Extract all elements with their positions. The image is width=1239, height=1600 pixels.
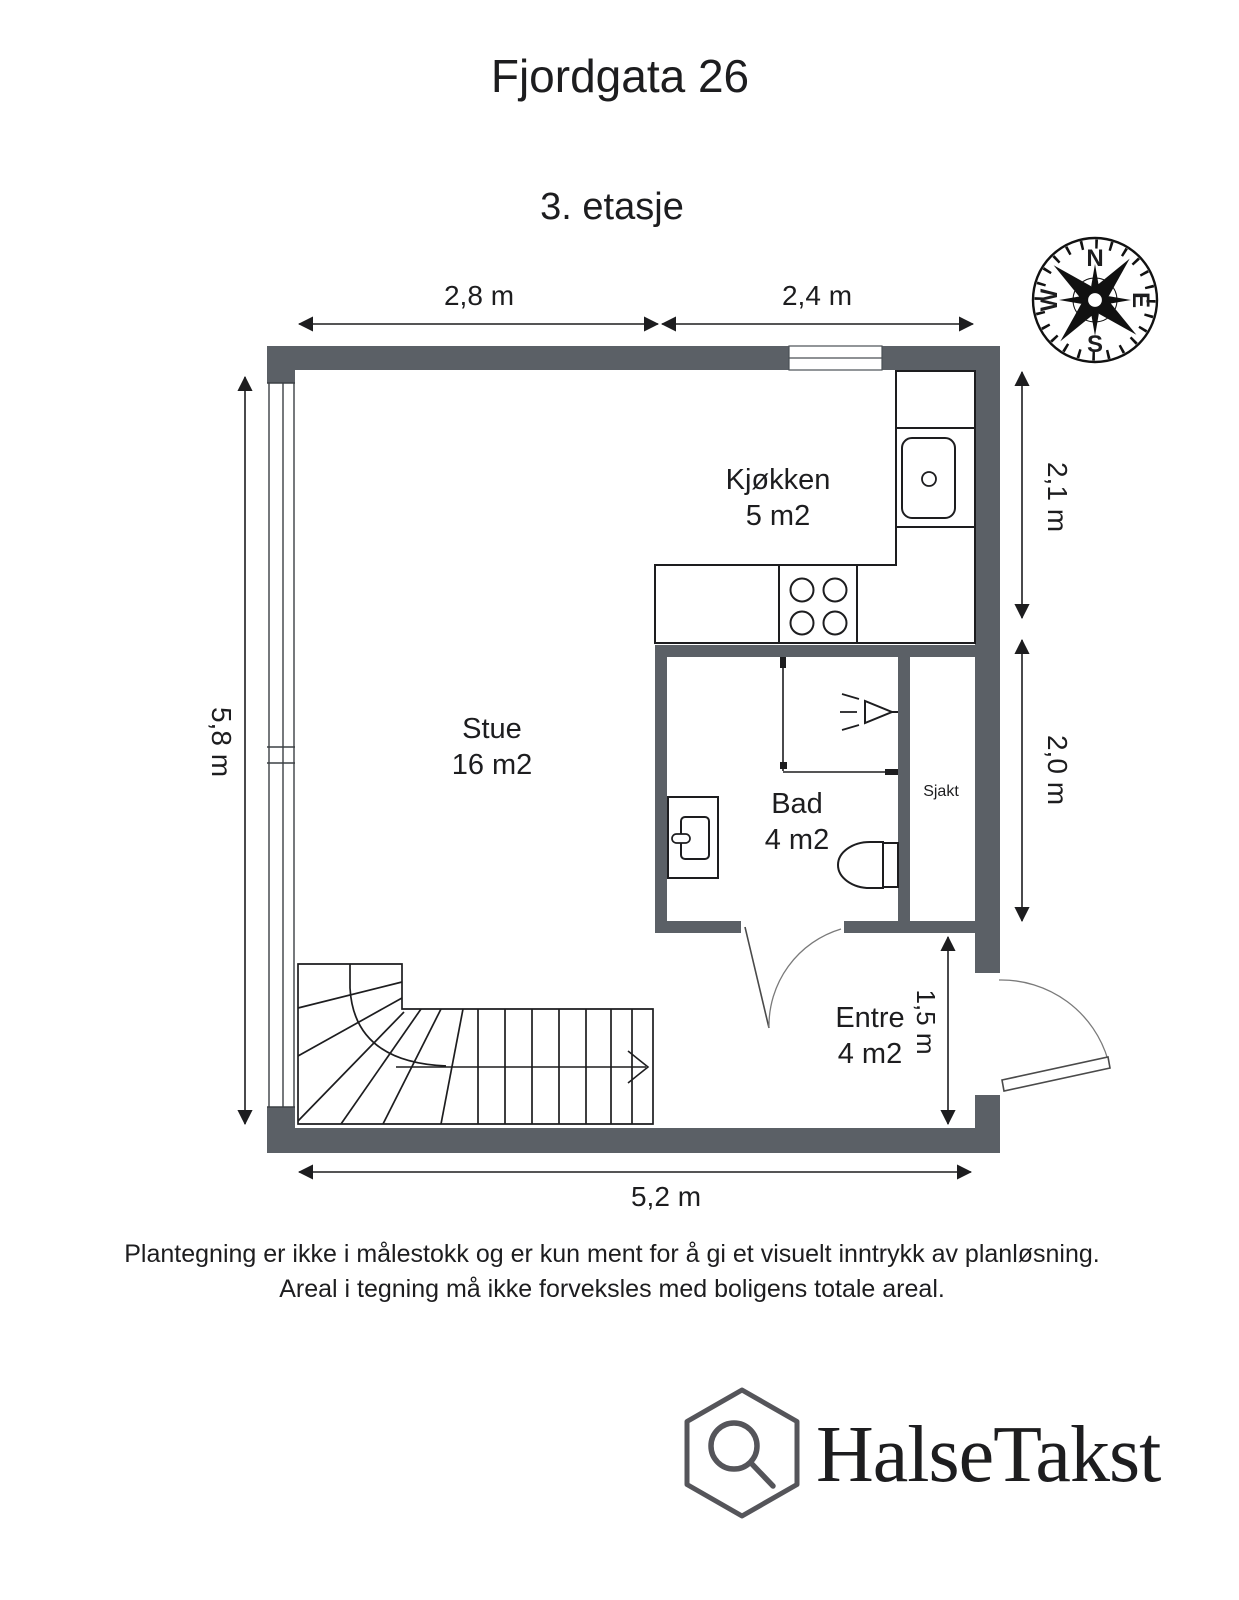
- compass-south-label: S: [1086, 331, 1104, 358]
- dim-entry-label: 1,5 m: [911, 989, 941, 1055]
- kitchen-sink: [902, 438, 955, 518]
- room-entry-area: 4 m2: [837, 1038, 903, 1070]
- toilet: [838, 842, 898, 888]
- wall-top: [267, 346, 1000, 370]
- wall-bath-left: [655, 645, 667, 933]
- compass-north-label: N: [1086, 245, 1104, 272]
- dim-bottom-label: 5,2 m: [630, 1181, 702, 1212]
- compass-rose-icon: [1019, 224, 1171, 376]
- wall-bottom: [267, 1128, 1000, 1153]
- compass-east-label: E: [1127, 291, 1154, 309]
- entry-door: [999, 980, 1110, 1091]
- shower-head-icon: [840, 694, 898, 730]
- bathroom-sink: [668, 797, 718, 878]
- bathroom-door: [745, 927, 841, 1028]
- page-title: Fjordgata 26: [490, 50, 750, 102]
- disclaimer-line1: Plantegning er ikke i målestokk og er kun ment for å gi et visuelt inntrykk av planløsning.: [124, 1240, 1100, 1268]
- wall-right-upper: [975, 346, 1000, 978]
- room-entry-name: Entre: [835, 1002, 905, 1034]
- room-kitchen-area: 5 m2: [745, 500, 811, 532]
- wall-bath-bottom-left: [655, 921, 745, 933]
- dim-right-lower-label: 2,0 m: [1042, 734, 1073, 806]
- room-shaft-name: Sjakt: [923, 783, 959, 800]
- room-living-area: 16 m2: [451, 749, 533, 781]
- logo-text: HalseTakst: [816, 1411, 1161, 1499]
- window-left: [267, 383, 295, 1107]
- room-bath-name: Bad: [771, 788, 823, 820]
- room-kitchen-name: Kjøkken: [725, 464, 831, 496]
- logo-hexagon-magnifier-icon: [687, 1390, 797, 1516]
- room-labels: [452, 464, 960, 1070]
- room-bath-area: 4 m2: [764, 824, 830, 856]
- disclaimer: [124, 1240, 1099, 1303]
- window-top: [789, 346, 882, 370]
- floor-label: 3. etasje: [540, 186, 684, 228]
- wall-shaft-left: [898, 645, 910, 933]
- dim-top-left-label: 2,8 m: [443, 280, 515, 311]
- wall-bath-bottom-right: [840, 921, 975, 933]
- compass-west-label: W: [1036, 288, 1063, 312]
- wall-kitchen-bath: [655, 645, 975, 657]
- disclaimer-line2: Areal i tegning må ikke forveksles med boligens totale areal.: [279, 1275, 945, 1303]
- dim-right-upper-label: 2,1 m: [1042, 461, 1073, 533]
- staircase: [298, 964, 653, 1124]
- company-logo: [687, 1390, 1161, 1516]
- dim-top-right-label: 2,4 m: [781, 280, 853, 311]
- room-living-name: Stue: [462, 713, 522, 745]
- dim-left-label: 5,8 m: [206, 706, 237, 778]
